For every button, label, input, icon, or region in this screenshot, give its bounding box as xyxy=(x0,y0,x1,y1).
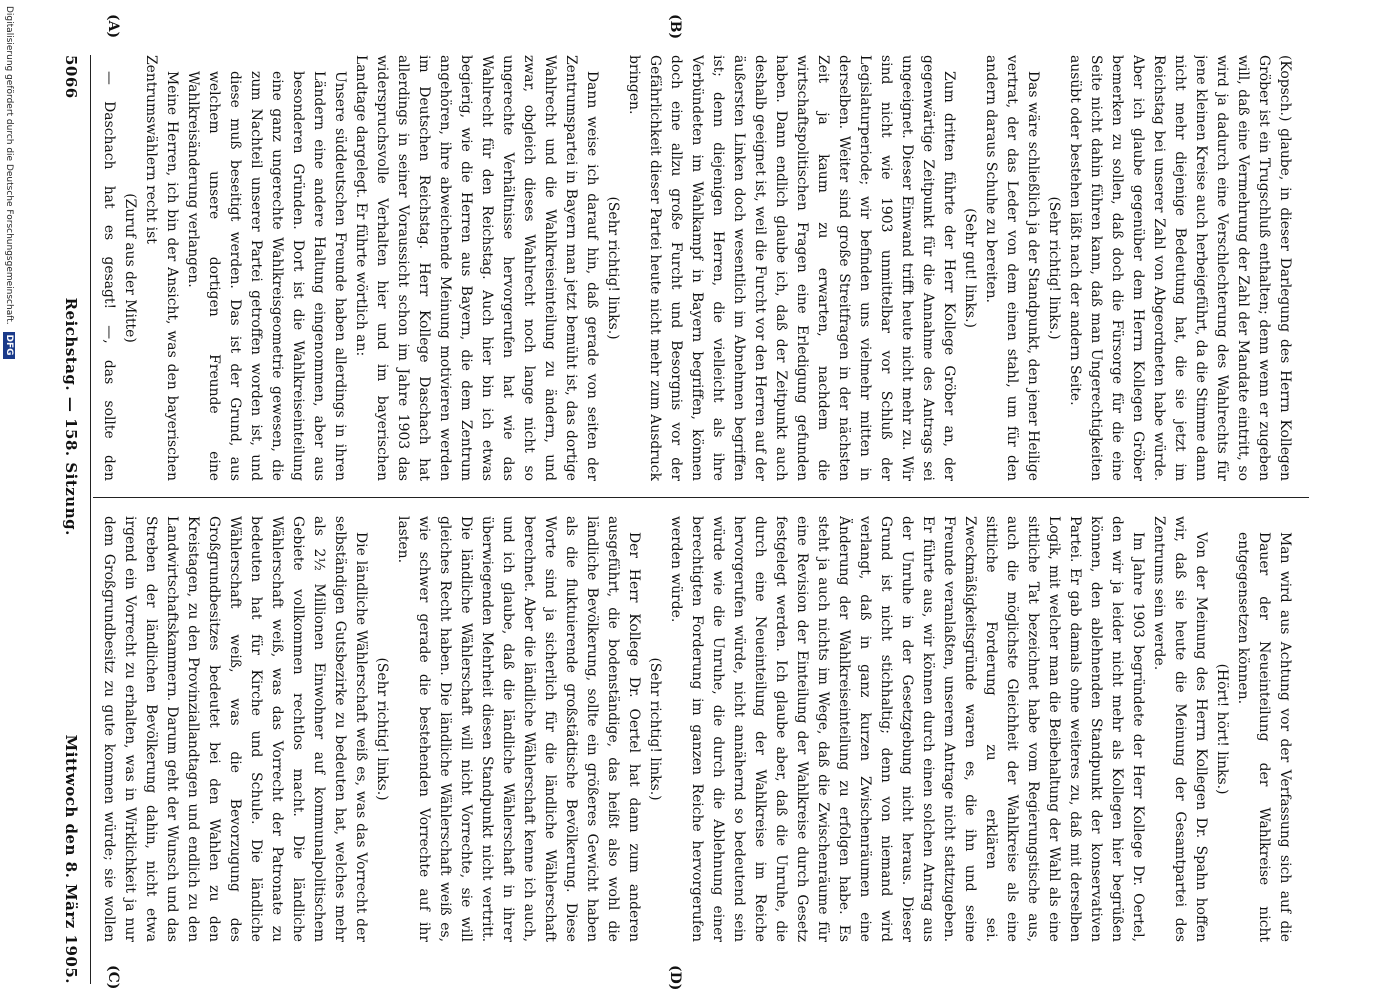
paragraph: Der Herr Kollege Dr. Oertel hat dann zum anderen ausgeführt, die bodenständige, das heißt also wohl die ländliche Bevölkerung, sollte ein größeres Gewicht haben als die fluktuierende großstädtische Bevölkerung. Diese Worte sind ja sicherlich für die ländliche Wählerschaft berechnet. Aber die ländliche Wählerschaft kenne ich auch, und ich glaube, daß die ländliche Wählerschaft in ihrer überwiegenden Mehrheit diesen Standpunkt nicht vertritt. Die ländliche Wählerschaft will nicht Vorrechte, sie will gleiches Recht haben. Die ländliche Wählerschaft weiß es, wie schwer gerade die bestehenden Vorrechte auf ihr lasten. xyxy=(395,516,642,942)
page-number: 5066 xyxy=(62,55,80,99)
paragraph: Zum dritten führte der Herr Kollege Gröber an, der gegenwärtige Zeitpunkt für die Annahme des Antrags sei ungeeignet. Dieser Einwand trifft heute nicht mehr zu. Wir sind nicht wie 1903 unmittelbar vor Schluß der Legislaturperiode; wir befinden uns vielmehr mitten in derselben. Weiter sind große Streitfragen in der nächsten Zeit ja kaum zu erwarten, nachdem die wirtschaftspolitischen Fragen eine Erledigung gefunden haben. Dann endlich glaube ich, daß der Zeitpunkt auch deshalb geeignet ist, weil die Furcht vor den Herren auf der äußersten Linken doch wesentlich im Abnehmen begriffen ist; denn diejenigen Herren, die vielleicht als ihre Verbündeten im Wahlkampf in Bayern begriffen, können doch eine allzu große Furcht und Besorgnis vor der Gefährlichkeit dieser Partei heute nicht mehr zum Ausdruck bringen. xyxy=(626,55,957,481)
interjection: (Sehr richtig! links.) xyxy=(647,657,663,801)
page-header xyxy=(59,55,83,984)
left-text-column xyxy=(99,55,1295,481)
header-rule xyxy=(90,55,91,984)
interjection: (Sehr gut! links.) xyxy=(962,208,978,328)
margin-mark-a: (A) xyxy=(105,14,121,39)
margin-mark-b: (B) xyxy=(667,14,683,40)
column-divider xyxy=(93,497,1309,498)
credit-text: Digitalisierung gefördert durch die Deutsche Forschungsgemeinschaft. xyxy=(4,6,14,325)
paragraph: Dann weise ich darauf hin, daß gerade von seiten der Zentrumspartei in Bayern man jetzt bemüht ist, das dortige Wahlrecht und die Wahlkreiseinteilung zu ändern, und zwar, obgleich dieses Wahlrecht noch lange nicht so ungerechte Verhältnisse hervorgerufen hat wie das Wahlrecht für den Reichstag. Auch hier bin ich etwas begierig, wie die Herren aus Bayern, die dem Zentrum angehören, ihre abweichende Meinung motivieren werden im Deutschen Reichstag. Herr Kollege Daschach hat allerdings in seiner Voraussicht schon im Jahre 1903 das widerspruchsvolle Verhalten hier und im bayerischen Landtage dargelegt. Er führte wörtlich an: xyxy=(353,55,600,481)
paragraph: Die ländliche Wählerschaft weiß es, was das Vorrecht der selbständigen Gutsbezirke zu bedeuten hat, welches mehr als 2½ Millionen Einwohner auf kommunalpolitischem Gebiete vollkommen rechtlos macht. Die ländliche Wählerschaft weiß, was das Vorrecht der Patronate zu bedeuten hat für Kirche und Schule. Die ländliche Wählerschaft weiß, was die Bevorzugung des Großgrundbesitzes bedeutet bei den Wahlen zu den Kreistagen, zu den Provinziallandtagen und endlich zu den Landwirtschaftskammern. Darum geht der Wunsch und das Streben der ländlichen Bevölkerung dahin, nicht etwa irgend ein Vorrecht zu erhalten, was in Wirklichkeit ja nur dem Großgrundbesitz zu gute kommen würde; sie wollen xyxy=(101,516,369,942)
interjection: (Zuruf aus der Mitte) xyxy=(122,193,138,343)
interjection: (Sehr richtig! links.) xyxy=(605,196,621,340)
paragraph: Das wäre schließlich ja der Standpunkt, den jener Heilige vertrat, der das Leder von dem einen stahl, um für den andern daraus Schuhe zu bereiten. xyxy=(983,55,1041,481)
interjection: (Hört! hört! links.) xyxy=(1214,663,1230,795)
margin-mark-c: (C) xyxy=(105,965,121,990)
quotation: Unsere süddeutschen Freunde haben allerdings in ihren Ländern eine andere Haltung eingenommen, aber aus besonderen Gründen. Dort ist die Wahlkreiseinteilung eine ganz ungerechte Wahlkreisgeometrie gewesen, die zum Nachteil unserer Partei getroffen worden ist, und diese muß beseitigt werden. Das ist der Grund, aus welchem unsere dortigen Freunde eine Wahlkreisänderung verlangen. xyxy=(185,71,348,481)
paragraph: Meine Herren, ich bin der Ansicht, was den bayerischen Zentrumswählern recht ist xyxy=(143,55,180,481)
interjection: (Sehr richtig! links.) xyxy=(1046,196,1062,340)
dfg-logo: DFG xyxy=(3,332,15,359)
paragraph: Im Jahre 1903 begründete der Herr Kollege Dr. Oertel, den wir ja leider nicht mehr als Kollegen hier begrüßen können, den ablehnenden Standpunkt der konservativen Partei. Er gab damals ohne weiteres zu, daß mit derselben Logik, mit welcher man die Beibehaltung der Wahl als eine sittliche Tat bezeichnet habe vom Regierungstische aus, auch die möglichste Gleichheit der Wahlkreise als eine sittliche Forderung zu erklären sei. Zweckmäßigkeitsgründe waren es, die ihn und seine Freunde veranlaßten, unserem Antrage nicht stattzugeben. Er führte aus, wir können durch einen solchen Antrag aus der Unruhe in der Gesetzgebung nicht heraus. Dieser Grund ist nicht stichhaltig; denn von niemand wird verlangt, daß in ganz kurzen Zwischenräumen eine Änderung der Wahlkreiseinteilung zu erfolgen habe. Es steht ja auch nichts im Wege, daß die Zwischenräume für eine Revision der Einteilung der Wahlkreise durch Gesetz festgelegt werden. Ich glaube aber, daß die Unruhe, die durch eine Neueinteilung der Wahlkreise im Reiche hervorgerufen würde, nicht annähernd so bedeutend sein würde wie die Unruhe, die durch die Ablehnung einer berechtigten Forderung im ganzen Reiche hervorgerufen werden würde. xyxy=(668,516,1146,942)
paragraph: Von der Meinung des Herrn Kollegen Dr. Spahn hoffen wir, daß sie heute die Meinung der Gesamtpartei des Zentrums sein werde. xyxy=(1151,516,1209,942)
margin-mark-d: (D) xyxy=(667,965,683,991)
digitization-credit xyxy=(3,6,15,996)
session-date: Mittwoch den 8. März 1905. xyxy=(62,734,80,984)
right-text-column xyxy=(99,516,1295,942)
paragraph: (Kopsch.) glaube, in dieser Darlegung des Herrn Kollegen Gröber ist ein Trugschluß enthalten; denn wenn er zugeben will, daß eine Vermehrung der Zahl der Mandate eintritt, so wird ja dadurch eine Verschlechterung des Wahlrechts für jene kleinen Kreise auch herbeigeführt, da die Stimme dann nicht mehr diejenige Bedeutung hat, die sie jetzt im Reichstag bei unserer Zahl von Abgeordneten habe würde. Aber ich glaube gegenüber dem Herrn Kollegen Gröber bemerken zu sollen, daß doch die Fürsorge für die eine Seite nicht dahin führen kann, daß man Ungerechtigkeiten ausübt oder bestehen läßt nach der andern Seite. xyxy=(1067,55,1293,481)
interjection: (Sehr richtig! links.) xyxy=(374,657,390,801)
quotation: Man wird aus Achtung vor der Verfassung sich auf die Dauer der Neueinteilung der Wahlkreise nicht entgegensetzen können. xyxy=(1235,532,1293,942)
paragraph: — Daschach hat es gesagt! —, das sollte den xyxy=(101,71,117,481)
session-title: Reichstag. — 158. Sitzung. xyxy=(62,297,80,536)
